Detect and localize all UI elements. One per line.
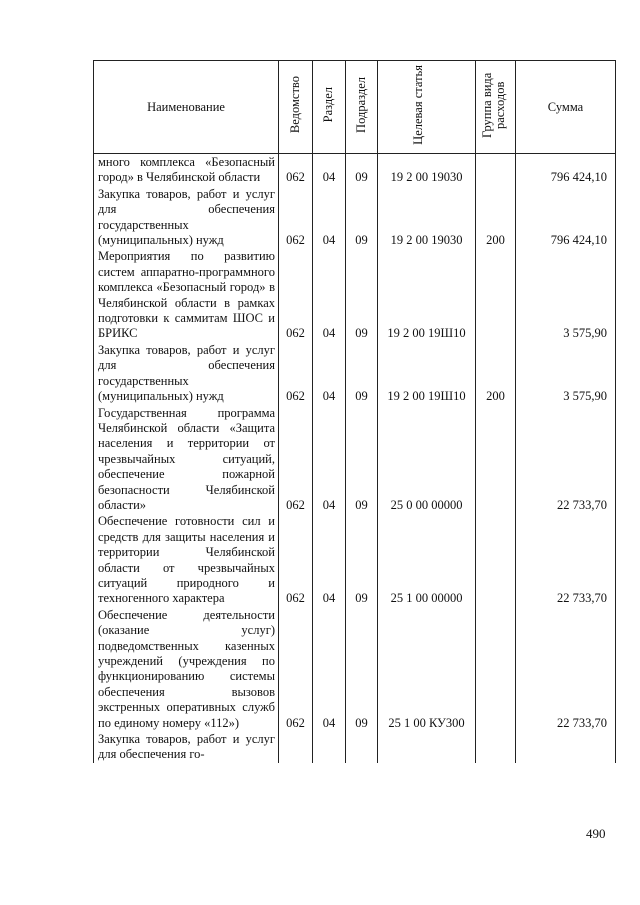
budget-table (93, 60, 616, 763)
row-summa: 796 424,10 (516, 154, 616, 186)
row-podrazdel (346, 731, 378, 763)
row-razdel: 04 (313, 154, 346, 186)
row-summa: 3 575,90 (516, 248, 616, 341)
table-row (94, 731, 616, 763)
table-header-row (94, 61, 616, 154)
row-razdel: 04 (313, 342, 346, 405)
header-vedomstvo: Ведомство (279, 61, 313, 154)
row-gruppa (476, 731, 516, 763)
row-podrazdel: 09 (346, 405, 378, 514)
row-podrazdel: 09 (346, 186, 378, 249)
row-celevaya: 19 2 00 19030 (378, 154, 476, 186)
row-vedomstvo: 062 (279, 248, 313, 341)
row-celevaya: 19 2 00 19Ш10 (378, 342, 476, 405)
row-podrazdel: 09 (346, 342, 378, 405)
row-gruppa (476, 513, 516, 606)
row-name: Закупка товаров, работ и услуг для обеспечения государственных (муниципальных) нужд (94, 342, 279, 405)
row-podrazdel: 09 (346, 607, 378, 731)
row-celevaya: 19 2 00 19Ш10 (378, 248, 476, 341)
table-row (94, 154, 616, 186)
row-gruppa (476, 154, 516, 186)
row-gruppa: 200 (476, 342, 516, 405)
row-name: Государственная программа Челябинской области «Защита населения и территории от чрезвычайных ситуаций, обеспечение пожарной безопасности Челябинской области» (94, 405, 279, 514)
row-celevaya: 25 0 00 00000 (378, 405, 476, 514)
page-number: 490 (586, 826, 606, 841)
row-vedomstvo (279, 731, 313, 763)
row-podrazdel: 09 (346, 248, 378, 341)
table-row (94, 186, 616, 249)
header-podrazdel: Подраздел (346, 61, 378, 154)
table-row (94, 405, 616, 514)
row-podrazdel: 09 (346, 513, 378, 606)
row-name: Обеспечение готовности сил и средств для защиты населения и территории Челябинской области от чрезвычайных ситуаций природного и техногенного характера (94, 513, 279, 606)
header-razdel: Раздел (313, 61, 346, 154)
row-vedomstvo: 062 (279, 513, 313, 606)
row-celevaya: 19 2 00 19030 (378, 186, 476, 249)
row-vedomstvo: 062 (279, 607, 313, 731)
row-vedomstvo: 062 (279, 405, 313, 514)
row-razdel: 04 (313, 186, 346, 249)
row-summa: 796 424,10 (516, 186, 616, 249)
header-celevaya: Целевая статья (378, 61, 476, 154)
table-row (94, 607, 616, 731)
row-gruppa (476, 607, 516, 731)
row-razdel: 04 (313, 607, 346, 731)
row-razdel: 04 (313, 513, 346, 606)
table-row (94, 513, 616, 606)
row-name: Закупка товаров, работ и услуг для обеспечения го- (94, 731, 279, 763)
row-gruppa (476, 405, 516, 514)
table-row (94, 342, 616, 405)
row-summa (516, 731, 616, 763)
row-gruppa: 200 (476, 186, 516, 249)
header-name: Наименование (94, 61, 279, 154)
row-summa: 22 733,70 (516, 607, 616, 731)
row-celevaya: 25 1 00 00000 (378, 513, 476, 606)
header-gruppa: Группа вида расходов (476, 61, 516, 154)
row-razdel: 04 (313, 248, 346, 341)
row-summa: 3 575,90 (516, 342, 616, 405)
row-podrazdel: 09 (346, 154, 378, 186)
row-gruppa (476, 248, 516, 341)
row-name: Закупка товаров, работ и услуг для обеспечения государственных (муниципальных) нужд (94, 186, 279, 249)
row-summa: 22 733,70 (516, 513, 616, 606)
row-vedomstvo: 062 (279, 342, 313, 405)
header-summa: Сумма (516, 61, 616, 154)
row-razdel (313, 731, 346, 763)
row-celevaya: 25 1 00 КУ300 (378, 607, 476, 731)
table-row (94, 248, 616, 341)
row-summa: 22 733,70 (516, 405, 616, 514)
row-name: Обеспечение деятельности (оказание услуг) подведомственных казенных учреждений (учреждения по функционированию системы обеспечения вызовов экстренных оперативных служб по единому номеру «112») (94, 607, 279, 731)
row-vedomstvo: 062 (279, 186, 313, 249)
row-vedomstvo: 062 (279, 154, 313, 186)
row-celevaya (378, 731, 476, 763)
row-name: Мероприятия по развитию систем аппаратно-программного комплекса «Безопасный город» в Челябинской области в рамках подготовки к саммитам ШОС и БРИКС (94, 248, 279, 341)
row-razdel: 04 (313, 405, 346, 514)
row-name: много комплекса «Безопасный город» в Челябинской области (94, 154, 279, 186)
